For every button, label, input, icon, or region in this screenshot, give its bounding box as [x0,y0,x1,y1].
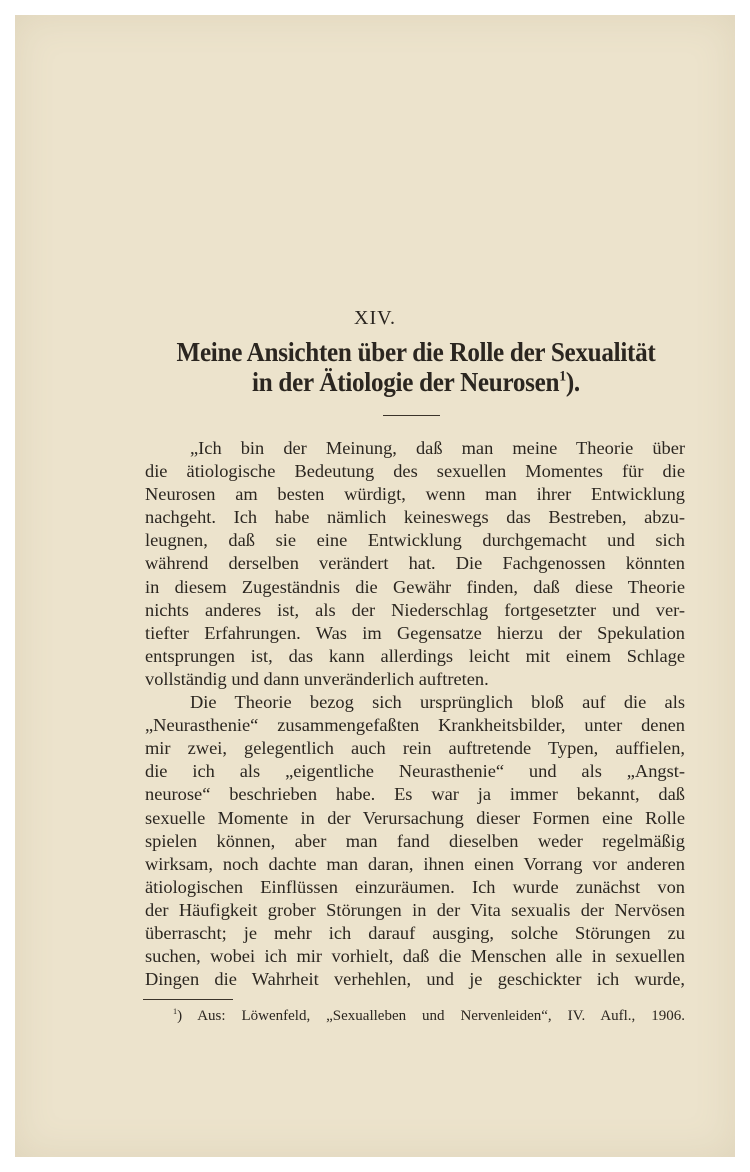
footnote [173,1007,685,1026]
text-line: sexuelle Momente in der Verursachung dieser Formen eine Rolle [145,807,685,828]
footnote-divider [143,999,233,1000]
text-line: vollständig und dann unveränderlich auftreten. [145,668,489,689]
title-line-2-end: ). [565,367,580,397]
book-page [15,15,735,1157]
text-line: „Ich bin der Meinung, daß man meine Theorie über [190,438,685,458]
text-line: neurose“ beschrieben habe. Es war ja immer bekannt, daß [145,784,685,805]
footnote-marker: 1 [173,1007,178,1017]
text-line: in diesem Zugeständnis die Gewähr finden, daß diese Theorie [145,576,685,597]
footnote-reference: 1 [559,368,566,385]
text-line: während derselben verändert hat. Die Fachgenossen könnten [145,553,685,574]
text-line: „Neurasthenie“ zusammengefaßten Krankheitsbilder, unter denen [145,715,685,736]
text-line: ätiologischen Einflüssen einzuräumen. Ich wurde zunächst von [145,876,685,897]
text-line: entsprungen ist, das kann allerdings leicht mit einem Schlage [145,645,685,666]
text-line: der Häufigkeit grober Störungen in der Vita sexualis der Nervösen [145,899,685,920]
paragraph [145,437,685,691]
body-text [145,437,685,991]
text-line: Dingen die Wahrheit verhehlen, und je geschickter ich wurde, [145,969,685,990]
text-line: wirksam, noch dachte man daran, ihnen einen Vorrang vor anderen [145,853,685,874]
text-line: mir zwei, gelegentlich auch rein auftretende Typen, auffielen, [145,738,685,759]
text-line: überrascht; je mehr ich darauf ausging, solche Störungen zu [145,922,685,943]
footnote-text: ) Aus: Löwenfeld, „Sexualleben und Nervenleiden“, IV. Aufl., 1906. [177,1008,685,1024]
text-line: nachgeht. Ich habe nämlich keineswegs das Bestreben, abzu- [145,507,685,528]
title-line-2-text: in der Ätiologie der Neurosen [252,367,560,397]
text-line: die ätiologische Bedeutung des sexuellen Momentes für die [145,461,685,482]
text-line: spielen können, aber man fand dieselben weder regelmäßig [145,830,685,851]
text-line: die ich als „eigentliche Neurasthenie“ und als „Angst- [145,761,685,782]
text-line: Die Theorie bezog sich ursprünglich bloß auf die als [190,692,685,713]
chapter-number: XIV. [354,307,396,329]
paragraph [145,691,685,991]
text-line: Neurosen am besten würdigt, wenn man ihrer Entwicklung [145,484,685,505]
text-line: suchen, wobei ich mir vorhielt, daß die Menschen alle in sexuellen [145,946,685,967]
title-line-1: Meine Ansichten über die Rolle der Sexualität [176,337,656,367]
title-line-2 [162,367,670,397]
text-line: leugnen, daß sie eine Entwicklung durchgemacht und sich [145,530,685,551]
text-line: tiefter Erfahrungen. Was im Gegensatze hierzu der Spekulation [145,622,685,643]
text-line: nichts anderes ist, als der Niederschlag fortgesetzter und ver- [145,599,685,620]
chapter-title [162,337,670,397]
title-divider [383,415,440,416]
